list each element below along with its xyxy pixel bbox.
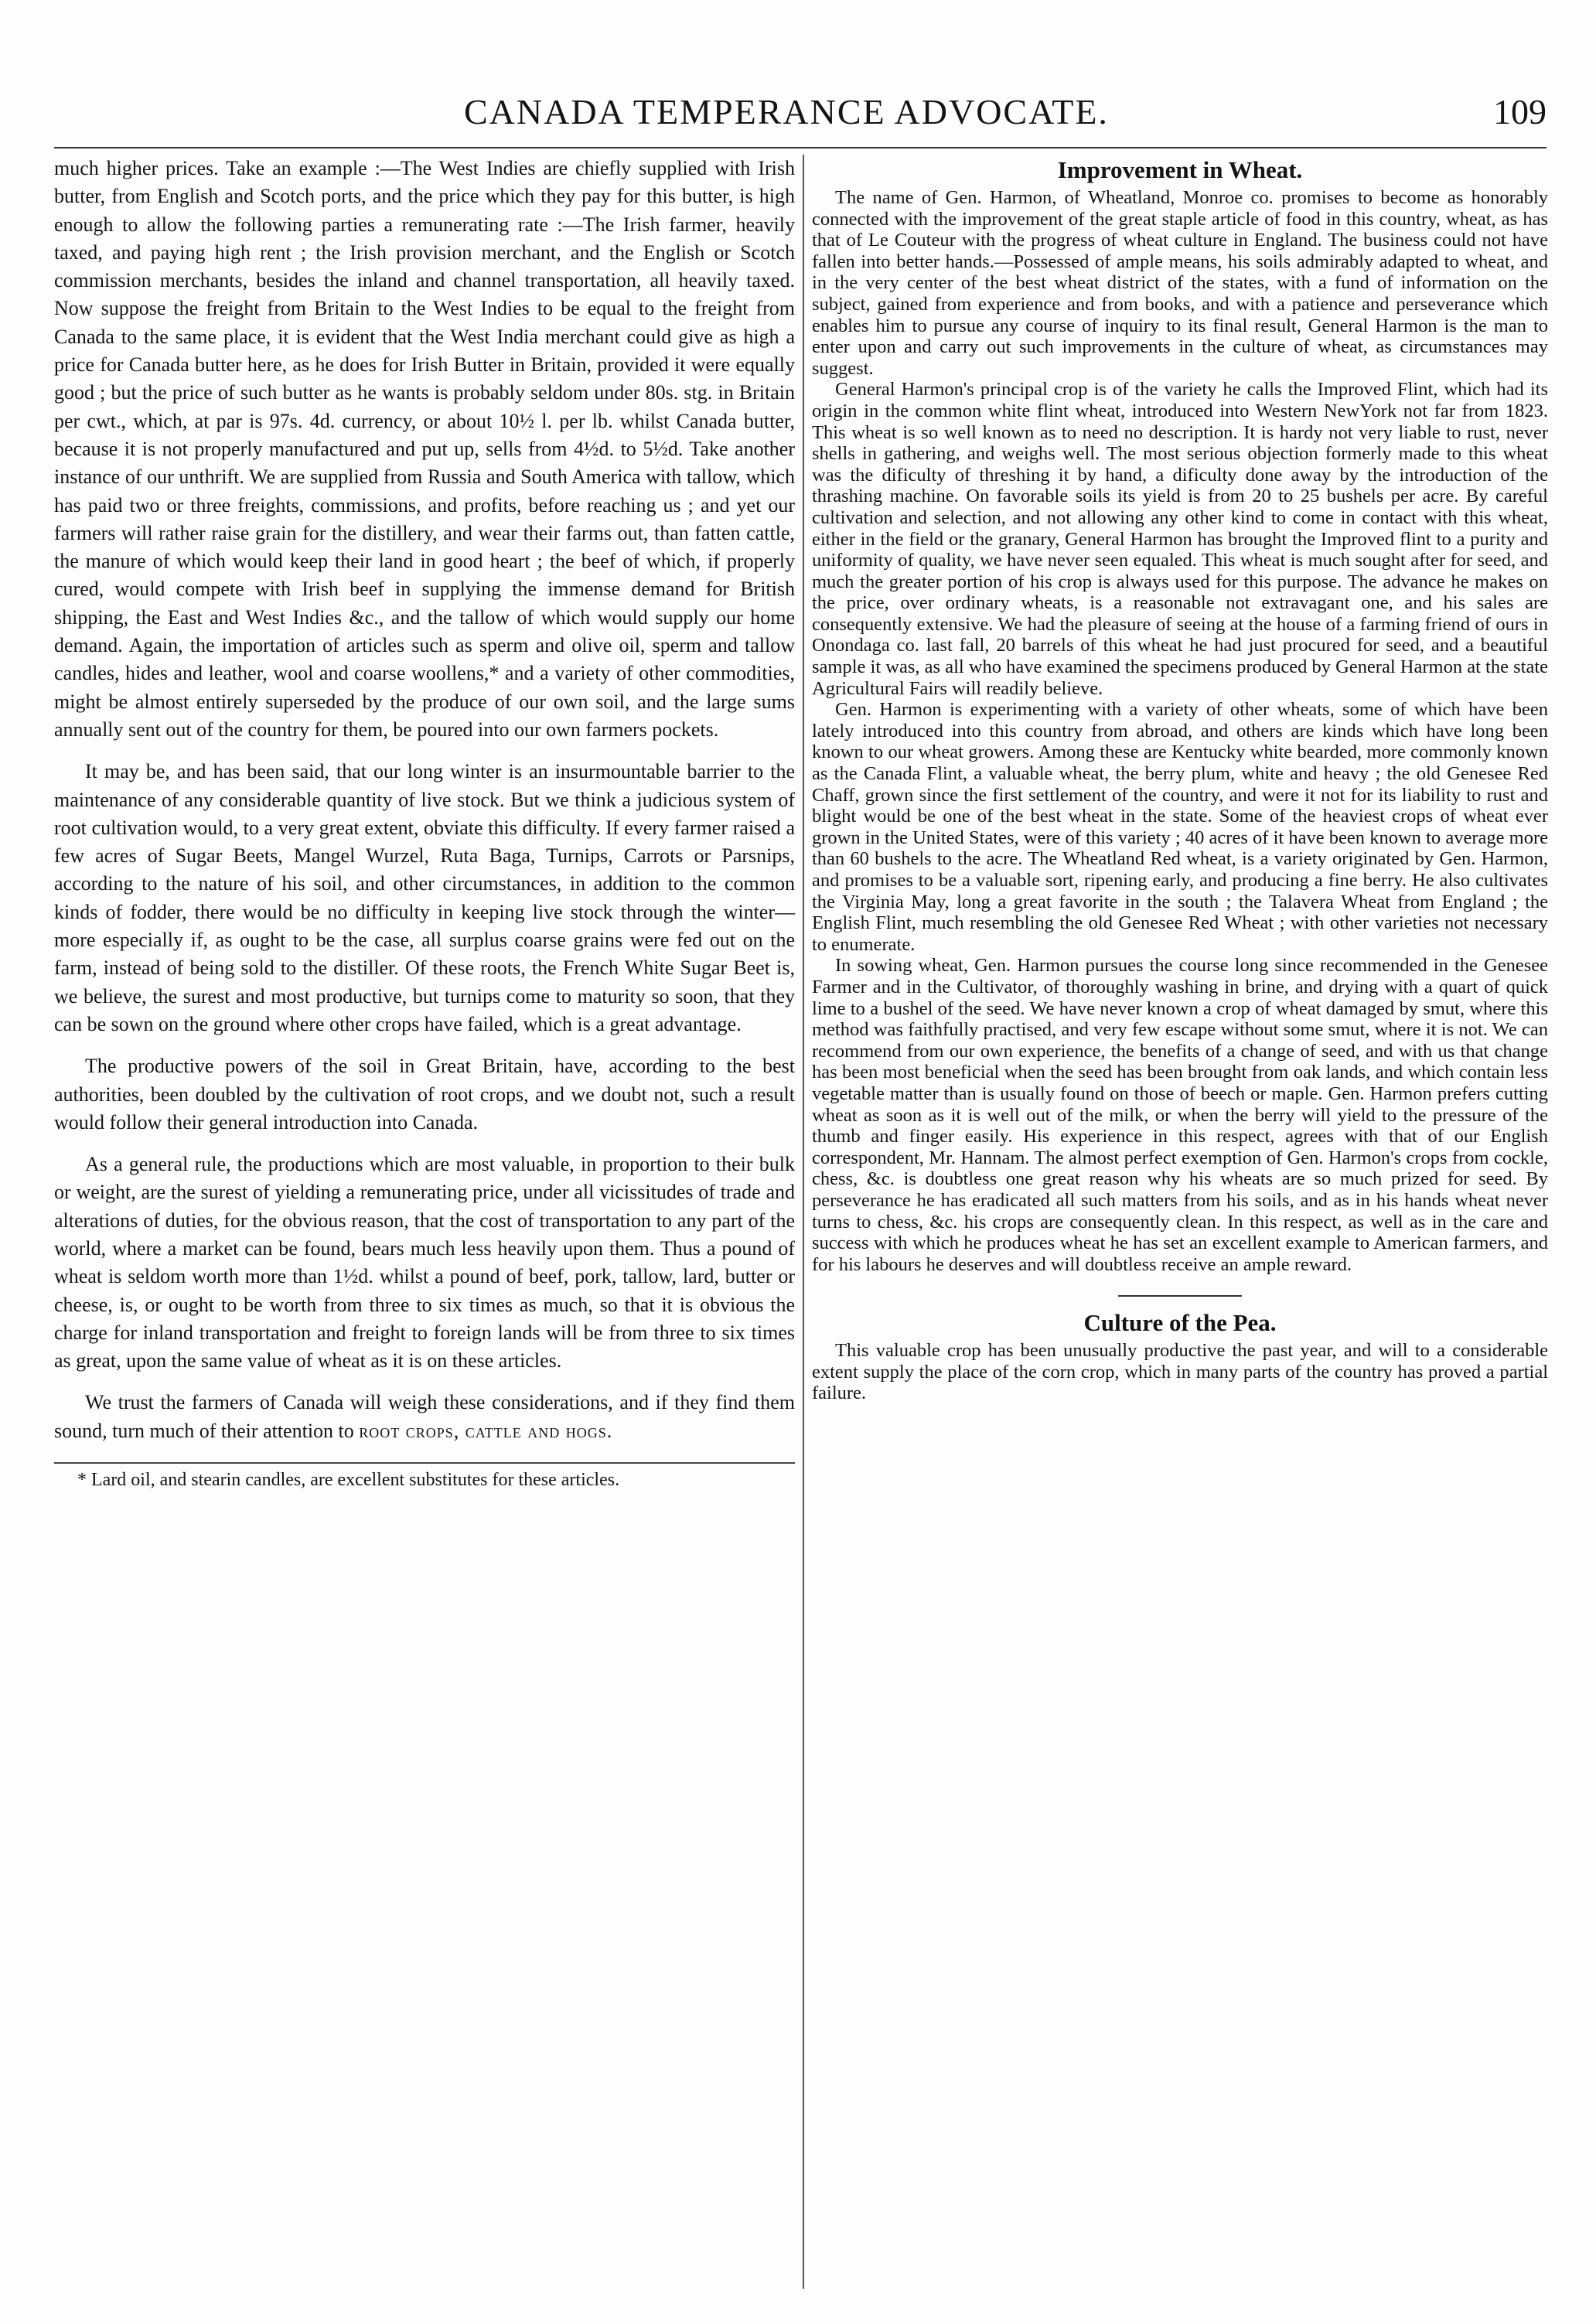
article-paragraph: much higher prices. Take an example :—The West Indies are chiefly supplied with Irish butter, from English and Scotch ports, and the price which they pay for this butter, is high enough to allow the following parties a remunerating rate :—The Irish farmer, heavily taxed, and paying high rent ; the Irish provision merchant, and the English or Scotch commission merchants, besides the inland and channel transportation, all heavily taxed. Now suppose the freight from Britain to the West Indies to be equal to the freight from Canada to the same place, it is evident that the West India merchant could give as high a price for Canada butter here, as he does for Irish Butter in Britain, provided it were equally good ; but the price of such butter as he wants is probably seldom under 80s. stg. in Britain per cwt., which, at par is 97s. 4d. currency, or about 10½ l. per lb. whilst Canada butter, because it is not properly manufactured and put up, sells from 4½d. to 5½d. Take another instance of our unthrift. We are supplied from Russia and South America with tallow, which has paid two or three freights, commissions, and profits, before reaching us ; and yet our farmers will rather raise grain for the distillery, and wear their farms out, than fatten cattle, the manure of which would keep their land in good heart ; the beef of which, if properly cured, would compete with Irish beef in supplying the immense demand for British shipping, the East and West Indies &c., and the tallow of which would supply our home demand. Again, the importation of articles such as sperm and olive oil, sperm and tallow candles, hides and leather, wool and coarse woollens,* and a variety of other commodities, might be almost entirely superseded by the produce of our own soil, and the large sums annually sent out of the country for them, be poured into our own farmers pockets. [54,157,795,741]
publication-title: CANADA TEMPERANCE ADVOCATE. [464,92,1109,131]
wheat-paragraph: In sowing wheat, Gen. Harmon pursues the course long since recommended in the Genesee Farmer and in the Cultivator, of thoroughly washing in brine, and drying with a quart of quick lime to a bushel of the seed. We have never known a crop of wheat damaged by smut, where this method was faithfully practised, and very few escape without some smut, where it is not. We can recommend from our own experience, the benefits of a change of seed, and with us that change has been most beneficial when the seed has been brought from oak lands, and which contain less vegetable matter than is usually found on those of beech or maple. Gen. Harmon prefers cutting wheat as soon as it is well out of the milk, or when the berry will yield to the pressure of the thumb and finger easily. His experience in this respect, agrees with that of our English correspondent, Mr. Hannam. The almost perfect exemption of Gen. Harmon's crops from cockle, chess, &c. is doubtless one great reason why his wheats are so much prized for seed. By perseverance he has eradicated all such matters from his soils, and as in his hands wheat never turns to chess, &c. his crops are consequently clean. In this respect, as well as in the care and success with which he produces wheat he has set an excellent example to American farmers, and for his labours he deserves and will doubtless receive an ample reward. [812,955,1548,1275]
wheat-paragraph: General Harmon's principal crop is of the variety he calls the Improved Flint, which had its origin in the common white flint wheat, introduced into Western NewYork not far from 1823. This wheat is so well known as to need no description. It is hardy not very liable to rust, never shells in gathering, and weighs well. The most serious objection formerly made to this wheat was the dificulty of threshing it by hand, a dificulty done away by the introduction of the thrashing machine. On favorable soils its yield is from 20 to 25 bushels per acre. By careful cultivation and selection, and not allowing any other kind to come in contact with this wheat, either in the field or the granary, General Harmon has brought the Improved flint to a purity and uniformity of quality, we have never seen equaled. This wheat is much sought after for seed, and much the greater portion of his crop is always used for this purpose. The advance he makes on the price, over ordinary wheats, is a reasonable not extravagant one, and his sales are consequently extensive. We had the pleasure of seeing at the house of a farming friend of ours in Onondaga co. last fall, 20 barrels of this wheat he had just procured for seed, and a beautiful sample it was, as all who have examined the specimens produced by General Harmon at the state Agricultural Fairs will readily believe. [812,379,1548,699]
right-column [812,155,1548,1404]
closing-smallcaps: root crops, cattle and hogs. [359,1419,613,1442]
article-paragraph: It may be, and has been said, that our long winter is an insurmountable barrier to the maintenance of any considerable quantity of live stock. But we think a judicious system of root cultivation would, to a very great extent, obviate this difficulty. If every farmer raised a few acres of Sugar Beets, Mangel Wurzel, Ruta Baga, Turnips, Carrots or Parsnips, according to the nature of his soil, and other circumstances, in addition to the common kinds of fodder, there would be no difficulty in keeping live stock through the winter—more especially if, as ought to be the case, all surplus coarse grains were fed out on the farm, instead of being sold to the distiller. Of these roots, the French White Sugar Beet is, we believe, the surest and most productive, but turnips come to maturity so soon, that they can be sown on the ground where other crops have failed, which is a great advantage. [54,760,795,1035]
page-header [54,91,1547,138]
article-paragraph: The productive powers of the soil in Great Britain, have, according to the best authorities, been doubled by the cultivation of root crops, and we doubt not, such a result would follow their general introduction into Canada. [54,1055,795,1134]
wheat-paragraph: The name of Gen. Harmon, of Wheatland, Monroe co. promises to become as honorably connected with the improvement of the great staple article of food in this country, wheat, as has that of Le Couteur with the progress of wheat culture in England. The business could not have fallen into better hands.—Possessed of ample means, his soils admirably adapted to wheat, and in the very center of the best wheat district of the states, with a fund of information on the subject, gained from experience and from books, and with a patience and perseverance which enables him to pursue any course of inquiry to its final result, General Harmon is the man to enter upon and carry out such improvements in the culture of wheat, as circumstances may suggest. [812,187,1548,379]
page-number: 109 [1493,92,1547,131]
pea-paragraph: This valuable crop has been unusually productive the past year, and will to a considerable extent supply the place of the corn crop, which in many parts of the country has proved a partial failure. [812,1340,1548,1404]
section-heading-wheat: Improvement in Wheat. [1057,156,1303,183]
wheat-paragraph: Gen. Harmon is experimenting with a variety of other wheats, some of which have been lately introduced into this country from abroad, and others are kinds which have long been known to our wheat growers. Among these are Kentucky white bearded, more commonly known as the Canada Flint, a valuable wheat, the berry plum, white and heavy ; the old Genesee Red Chaff, grown since the first settlement of the country, and were it not for its liability to rust and blight would be one of the best wheat in the state. Some of the heaviest crops of wheat ever grown in the United States, were of this variety ; 40 acres of it have been known to average more than 60 bushels to the acre. The Wheatland Red wheat, is a variety originated by Gen. Harmon, and promises to be a valuable sort, ripening early, and producing a fine berry. He also cultivates the Virginia May, long a great favorite in the south ; the Talavera Wheat from England ; the English Flint, much resembling the old Genesee Red Wheat ; with other varieties not necessary to enumerate. [812,699,1548,955]
header-rule [54,147,1547,148]
article-paragraph: As a general rule, the productions which are most valuable, in proportion to their bulk or weight, are the surest of yielding a remunerating price, under all vicissitudes of trade and alterations of duties, for the obvious reason, that the cost of transportation to any part of the world, where a market can be found, bears much less heavily upon them. Thus a pound of wheat is seldom worth more than 1½d. whilst a pound of beef, pork, tallow, lard, butter or cheese, is, or ought to be worth from three to six times as much, so that it is obvious the charge for inland transportation and freight to foreign lands will be from three to six times as great, upon the same value of wheat as it is on these articles. [54,1153,795,1372]
column-divider [803,155,804,2289]
closing-text: We trust the farmers of Canada will weigh these considerations, and if they find them sound, turn much of their attention to [54,1391,795,1442]
footnote-rule [54,1462,795,1464]
left-column [54,155,795,1492]
section-heading-pea: Culture of the Pea. [1083,1309,1277,1337]
footnote: * Lard oil, and stearin candles, are excellent substitutes for these articles. [77,1470,620,1491]
section-divider [1118,1295,1242,1297]
article-closing-paragraph [54,1389,795,1445]
